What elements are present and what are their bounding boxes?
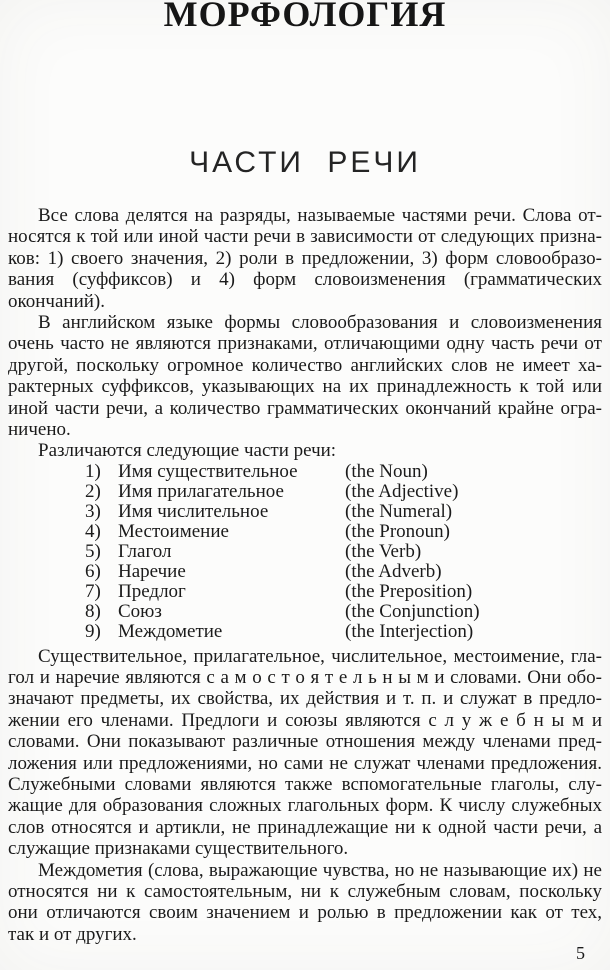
item-english: (the Adjective) (345, 480, 459, 502)
list-item (8, 582, 602, 602)
text-line: ков: 1) своего значения, 2) роли в предложении, 3) форм словообразо- (8, 247, 602, 269)
item-english: (the Interjection) (345, 620, 474, 642)
list-item (8, 542, 602, 562)
text-line: Служебными словами являются также вспомогательные глаголы, слу- (8, 774, 602, 796)
item-english: (the Adverb) (345, 560, 442, 582)
text-line: слов относятся и артикли, не принадлежащие ни к одной части речи, а (8, 816, 602, 838)
list-indent (8, 582, 85, 602)
text-line: относятся ни к самостоятельным, ни к служебным словам, поскольку (8, 880, 602, 902)
list-item (8, 622, 602, 642)
list-item (8, 462, 602, 482)
item-number: 3) (85, 500, 101, 522)
item-english: (the Numeral) (345, 500, 453, 522)
chapter-title: МОРФОЛОГИЯ (163, 0, 447, 34)
text-line: служащие признаками существительного. (8, 838, 349, 860)
text-line: В английском языке формы словообразования и словоизменения (38, 311, 602, 333)
text-line: очень часто не являются признаками, отличающими одну часть речи от (8, 333, 602, 355)
list-item (8, 562, 602, 582)
paragraph-notional-functional (8, 646, 602, 860)
text-line: Различаются следующие части речи: (38, 440, 337, 462)
item-russian: Имя существительное (118, 460, 298, 482)
item-number: 7) (85, 580, 101, 602)
text-line: так и от других. (8, 923, 137, 945)
text-line: Существительное, прилагательное, числительное, местоимение, гла- (38, 645, 602, 667)
item-russian: Имя числительное (118, 500, 269, 522)
item-number: 2) (85, 480, 101, 502)
item-russian: Местоимение (118, 520, 229, 542)
list-indent (8, 522, 85, 542)
paragraph-interjections (8, 860, 602, 946)
list-item (8, 522, 602, 542)
list-item (8, 502, 602, 522)
item-russian: Имя прилагательное (118, 480, 284, 502)
list-indent (8, 462, 85, 482)
item-number: 1) (85, 460, 101, 482)
list-indent (8, 542, 85, 562)
item-number: 5) (85, 540, 101, 562)
text-line: они отличаются своим значением и ролью в предложении как от тех, (8, 902, 602, 924)
page-number: 5 (576, 943, 585, 963)
text-line: иной части речи, а количество грамматических окончаний крайне огра- (8, 397, 602, 419)
list-indent (8, 482, 85, 502)
item-number: 8) (85, 600, 101, 622)
item-english: (the Verb) (345, 540, 422, 562)
item-russian: Глагол (118, 540, 172, 562)
text-line: ничено. (8, 418, 71, 440)
text-line: значают предметы, их свойства, их действия и т. п. и служат в предло- (8, 688, 602, 710)
item-english: (the Pronoun) (345, 520, 451, 542)
text-line: носятся к той или иной части речи в зависимости от следующих призна- (8, 226, 602, 248)
list-item (8, 482, 602, 502)
item-russian: Союз (118, 600, 162, 622)
text-line: Междометия (слова, выражающие чувства, но не называющие их) не (38, 859, 602, 881)
item-english: (the Noun) (345, 460, 428, 482)
text-line: рактерных суффиксов, указывающих на их принадлежность к той или (8, 376, 602, 398)
text-line: жащие для образования сложных глагольных форм. К числу служебных (8, 795, 602, 817)
parts-of-speech-list (8, 462, 602, 642)
text-line: жении его членами. Предлоги и союзы являются с л у ж е б н ы м и (8, 709, 602, 731)
item-english: (the Preposition) (345, 580, 473, 602)
item-russian: Наречие (118, 560, 186, 582)
section-title: ЧАСТИ РЕЧИ (189, 146, 421, 179)
text-line: окончаний). (8, 290, 106, 312)
item-number: 6) (85, 560, 101, 582)
page-body (8, 205, 602, 945)
text-line: гол и наречие являются с а м о с т о я т е л ь н ы м и словами. Они обо- (8, 667, 602, 689)
paragraph-intro (8, 205, 602, 312)
item-number: 4) (85, 520, 101, 542)
paragraph-english-forms (8, 312, 602, 440)
list-indent (8, 502, 85, 522)
item-english: (the Conjunction) (345, 600, 480, 622)
list-indent (8, 602, 85, 622)
text-line: вания (суффиксов) и 4) форм словоизменения (грамматических (8, 269, 602, 291)
item-russian: Предлог (118, 580, 186, 602)
list-indent (8, 562, 85, 582)
text-line: ложения или предложениями, но сами не служат членами предложения. (8, 752, 602, 774)
text-line: словами. Они показывают различные отношения между членами пред- (8, 731, 602, 753)
paragraph-list-lead-in (8, 440, 602, 461)
item-russian: Междометие (118, 620, 223, 642)
list-item (8, 602, 602, 622)
text-line: другой, поскольку огромное количество английских слов не имеет ха- (8, 354, 602, 376)
text-line: Все слова делятся на разряды, называемые частями речи. Слова от- (38, 205, 602, 226)
list-indent (8, 622, 85, 642)
item-number: 9) (85, 620, 101, 642)
